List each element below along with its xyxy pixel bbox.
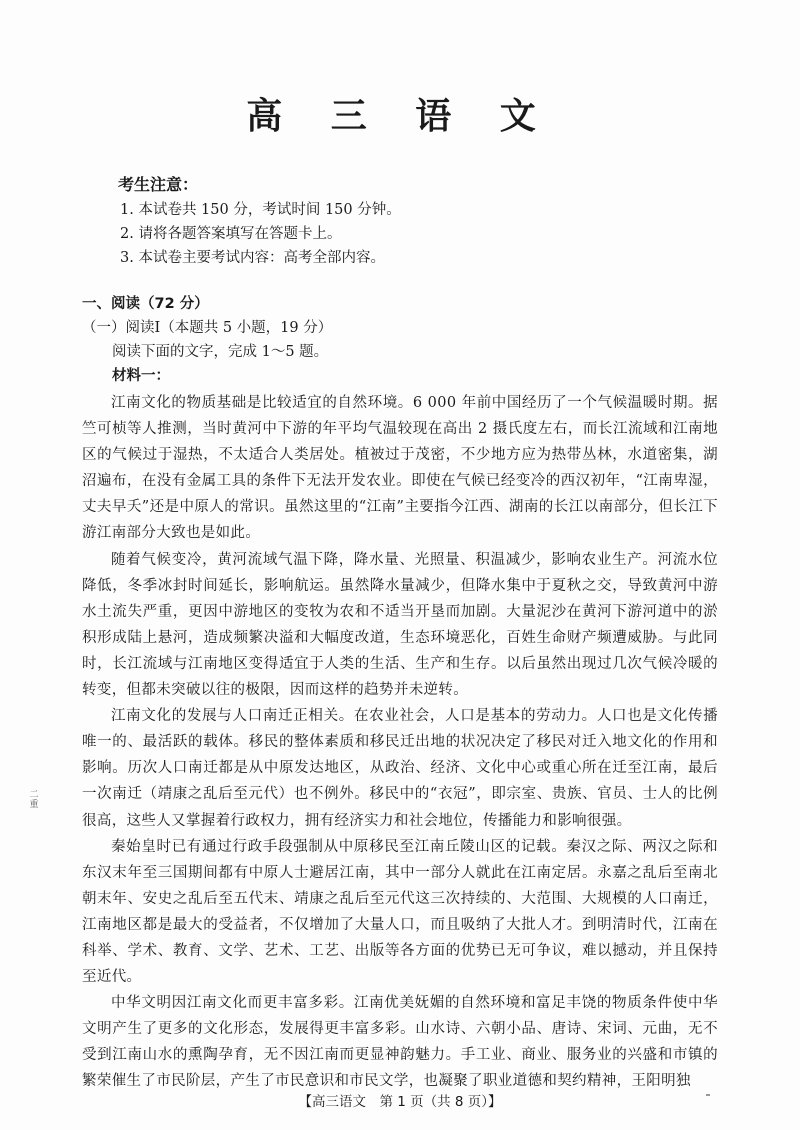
page-footer: 【高三语文 第 1 页（共 8 页）】 [298,1094,502,1110]
notice-item: 3. 本试卷主要考试内容：高考全部内容。 [120,250,385,266]
exam-title: 高 三 语 文 [246,96,554,137]
subpart-heading: （一）阅读Ⅰ（本题共 5 小题，19 分） [82,320,333,336]
passage-paragraph: 江南文化的物质基础是比较适宜的自然环境。6 000 年前中国经历了一个气候温暖时期。据竺可桢等人推测，当时黄河中下游的年平均气温较现在高出 2 摄氏度左右，而长江流域和江南地区的气候过于湿热，不太适合人类居处。植被过于茂密，不少地方应为热带丛林，水道密集，湖沼遍布，在没有金属工具的条件下无法开发农业。即使在气候已经变冷的西汉初年，“江南卑湿，丈夫早夭”还是中原人的常识。虽然这里的“江南”主要指今江西、湖南的长江以南部分，但长江下游江南部分大致也是如此。 [82,395,718,542]
margin-mark: 二重 [29,790,39,810]
scan-dot [706,1094,710,1096]
passage [82,390,718,1095]
candidate-notice [118,172,678,270]
passage-paragraph: 秦始皇时已有通过行政手段强制从中原移民至江南丘陵山区的记载。秦汉之际、两汉之际和东汉末年至三国期间都有中原人士避居江南，其中一部分人就此在江南定居。永嘉之乱后至南北朝末年、安史之乱后至五代末、靖康之乱后至元代这三次持续的、大范围、大规模的人口南迁，江南地区都是最大的受益者，不仅增加了大量人口，而且吸纳了大批人才。到明清时代，江南在科举、学术、教育、文学、艺术、工艺、出版等各方面的优势已无可争议，难以撼动，并且保持至近代。 [82,838,718,986]
passage-paragraph: 随着气候变冷，黄河流域气温下降，降水量、光照量、积温减少，影响农业生产。河流水位降低，冬季冰封时间延长，影响航运。虽然降水量减少，但降水集中于夏秋之交，导致黄河中游水土流失严重，更因中游地区的变牧为农和不适当开垦而加剧。大量泥沙在黄河下游河道中的淤积形成陆上悬河，造成频繁决溢和大幅度改道，生态环境恶化，百姓生命财产频遭威胁。与此同时，长江流域与江南地区变得适宜于人类的生活、生产和生存。以后虽然出现过几次气候冷暖的转变，但都未突破以往的极限，因而这样的趋势并未逆转。 [82,551,718,699]
notice-item: 2. 请将各题答案填写在答题卡上。 [120,226,342,242]
passage-paragraph: 中华文明因江南文化而更丰富多彩。江南优美妩媚的自然环境和富足丰饶的物质条件使中华文明产生了更多的文化形态，发展得更丰富多彩。山水诗、六朝小品、唐诗、宋词、元曲，无不受到江南山水的熏陶孕育，无不因江南而更显神韵魅力。手工业、商业、服务业的兴盛和市镇的繁荣催生了市民阶层，产生了市民意识和市民文学，也凝聚了职业道德和契约精神，王阳明独 [82,995,718,1090]
reading-section-header [82,292,732,388]
instruction-text: 阅读下面的文字，完成 1～5 题。 [112,344,329,360]
material-label: 材料一： [112,368,170,384]
part-heading: 一、阅读（72 分） [82,296,209,312]
passage-paragraph: 江南文化的发展与人口南迁正相关。在农业社会，人口是基本的劳动力。人口也是文化传播唯一的、最活跃的载体。移民的整体素质和移民迁出地的状况决定了移民对迁入地文化的作用和影响。历次人口南迁都是从中原发达地区，从政治、经济、文化中心或重心所在迁至江南，最后一次南迁（靖康之乱后至元代）也不例外。移民中的“衣冠”，即宗室、贵族、官员、士人的比例很高，这些人又掌握着行政权力，拥有经济实力和社会地位，传播能力和影响很强。 [82,708,718,829]
notice-heading: 考生注意： [118,175,199,194]
notice-item: 1. 本试卷共 150 分，考试时间 150 分钟。 [120,202,401,218]
